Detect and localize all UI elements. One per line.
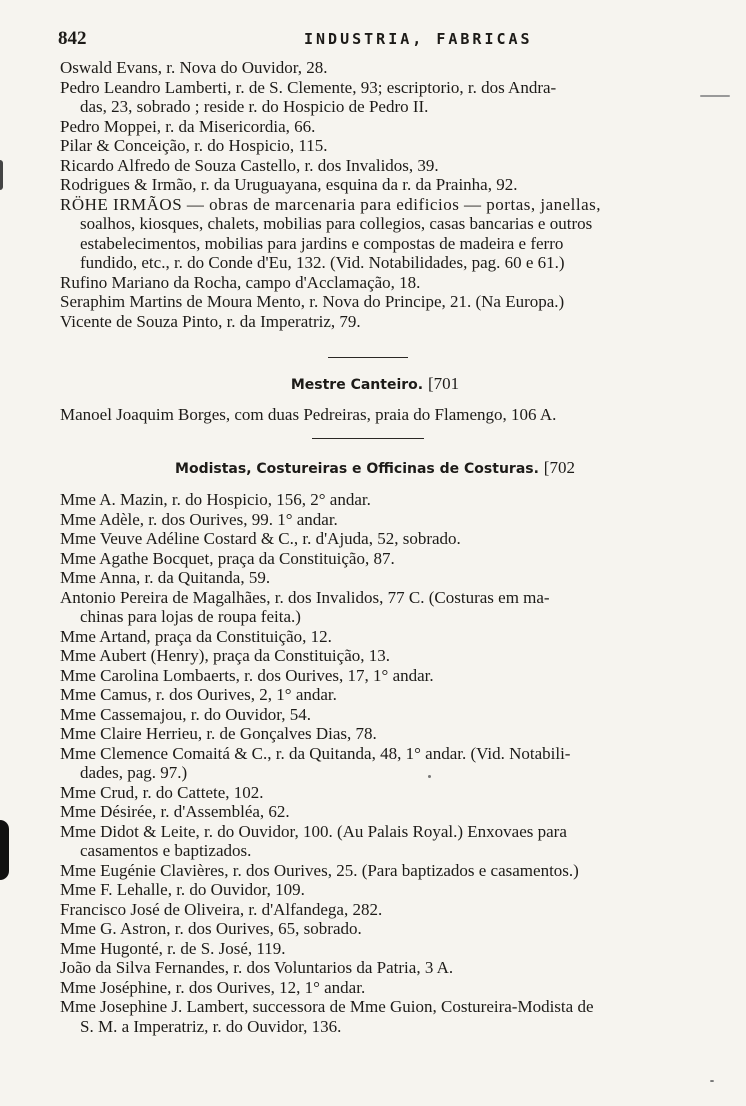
entry-line: Pilar & Conceição, r. do Hospicio, 115. <box>60 136 328 155</box>
entry-line: Mme Carolina Lombaerts, r. dos Ourives, 17, 1° andar. <box>60 665 434 685</box>
entry-line: Mme Cassemajou, r. do Ouvidor, 54. <box>60 704 311 724</box>
entry-line: Mme Hugonté, r. de S. José, 119. <box>60 938 286 958</box>
entry-line: soalhos, kiosques, chalets, mobilias para collegios, casas bancarias e outros <box>80 214 593 233</box>
page-number: 842 <box>58 28 87 49</box>
entry-line: Francisco José de Oliveira, r. d'Alfandega, 282. <box>60 899 383 919</box>
entry-line: Antonio Pereira de Magalhães, r. dos Invalidos, 77 C. (Costuras em ma- <box>60 587 550 607</box>
entry-line: Mme Aubert (Henry), praça da Constituição, 13. <box>60 646 390 665</box>
entry-line: dades, pag. 97.) <box>80 763 188 782</box>
section-c-entries <box>60 490 690 1036</box>
entry-line: Mme Camus, r. dos Ourives, 2, 1° andar. <box>60 685 337 704</box>
entry-line: S. M. a Imperatriz, r. do Ouvidor, 136. <box>80 1016 342 1036</box>
entry-line: Mme Eugénie Clavières, r. dos Ourives, 25. (Para baptizados e casamentos.) <box>60 860 579 880</box>
entry-line: Mme Joséphine, r. dos Ourives, 12, 1° andar. <box>60 977 366 997</box>
entry-line: das, 23, sobrado ; reside r. do Hospicio de Pedro II. <box>80 97 429 116</box>
binding-shadow <box>0 820 9 880</box>
scan-speck <box>428 775 431 778</box>
section-c-title: Modistas, Costureiras e Officinas de Costuras. <box>175 461 539 477</box>
entry-line: Mme G. Astron, r. dos Ourives, 65, sobrado. <box>60 919 362 938</box>
entry-line: Mme Clemence Comaitá & C., r. da Quitanda, 48, 1° andar. (Vid. Notabili- <box>60 743 571 763</box>
running-title: INDUSTRIA, FABRICAS <box>304 30 533 48</box>
section-b-number: [701 <box>427 374 460 393</box>
page-header <box>58 26 688 52</box>
section-b-heading <box>60 374 690 394</box>
entry-line: Mme Didot & Leite, r. do Ouvidor, 100. (Au Palais Royal.) Enxovaes para <box>60 821 567 841</box>
section-divider <box>312 438 424 439</box>
section-b-entries <box>60 405 690 425</box>
entry-line: Manoel Joaquim Borges, com duas Pedreiras, praia do Flamengo, 106 A. <box>60 405 557 424</box>
entry-line: Mme Anna, r. da Quitanda, 59. <box>60 568 271 587</box>
entry-line: casamentos e baptizados. <box>80 841 252 860</box>
entry-line: Rodrigues & Irmão, r. da Uruguayana, esquina da r. da Prainha, 92. <box>60 175 518 194</box>
section-a-entries <box>60 58 690 331</box>
entry-line: Ricardo Alfredo de Souza Castello, r. dos Invalidos, 39. <box>60 155 439 175</box>
entry-line: Mme Désirée, r. d'Assembléa, 62. <box>60 802 290 821</box>
entry-line: Mme Agathe Bocquet, praça da Constituição, 87. <box>60 548 395 568</box>
entry-line: Pedro Leandro Lamberti, r. de S. Clemente, 93; escriptorio, r. dos Andra- <box>60 77 557 97</box>
entry-line: Seraphim Martins de Moura Mento, r. Nova do Principe, 21. (Na Europa.) <box>60 292 565 311</box>
entry-line: estabelecimentos, mobilias para jardins e compostas de madeira e ferro <box>80 233 564 253</box>
section-c-number: [702 <box>543 458 575 477</box>
section-c-heading <box>60 458 690 478</box>
entry-line-featured: RÖHE IRMÃOS — obras de marcenaria para edificios — portas, janellas, <box>60 194 602 214</box>
entry-line: Mme A. Mazin, r. do Hospicio, 156, 2° andar. <box>60 490 371 509</box>
section-divider <box>328 357 408 358</box>
entry-line: fundido, etc., r. do Conde d'Eu, 132. (Vid. Notabilidades, pag. 60 e 61.) <box>80 253 565 272</box>
section-b-title: Mestre Canteiro. <box>290 377 424 393</box>
entry-line: João da Silva Fernandes, r. dos Voluntarios da Patria, 3 A. <box>60 958 454 977</box>
entry-line: Mme F. Lehalle, r. do Ouvidor, 109. <box>60 880 305 899</box>
entry-line: Mme Crud, r. do Cattete, 102. <box>60 782 264 802</box>
entry-line: Mme Josephine J. Lambert, successora de Mme Guion, Costureira-Modista de <box>60 997 594 1016</box>
entry-line: Oswald Evans, r. Nova do Ouvidor, 28. <box>60 58 328 77</box>
entry-line: chinas para lojas de roupa feita.) <box>80 607 301 626</box>
entry-line: Mme Veuve Adéline Costard & C., r. d'Ajuda, 52, sobrado. <box>60 529 461 548</box>
scan-speck <box>710 1080 714 1082</box>
entry-line: Mme Claire Herrieu, r. de Gonçalves Dias, 78. <box>60 724 377 743</box>
entry-line: Mme Artand, praça da Constituição, 12. <box>60 626 332 646</box>
scan-speck <box>700 95 730 97</box>
entry-line: Rufino Mariano da Rocha, campo d'Acclamação, 18. <box>60 272 421 292</box>
entry-line: Pedro Moppei, r. da Misericordia, 66. <box>60 116 316 136</box>
binding-shadow <box>0 160 3 190</box>
entry-line: Vicente de Souza Pinto, r. da Imperatriz, 79. <box>60 311 361 331</box>
entry-line: Mme Adèle, r. dos Ourives, 99. 1° andar. <box>60 509 338 529</box>
